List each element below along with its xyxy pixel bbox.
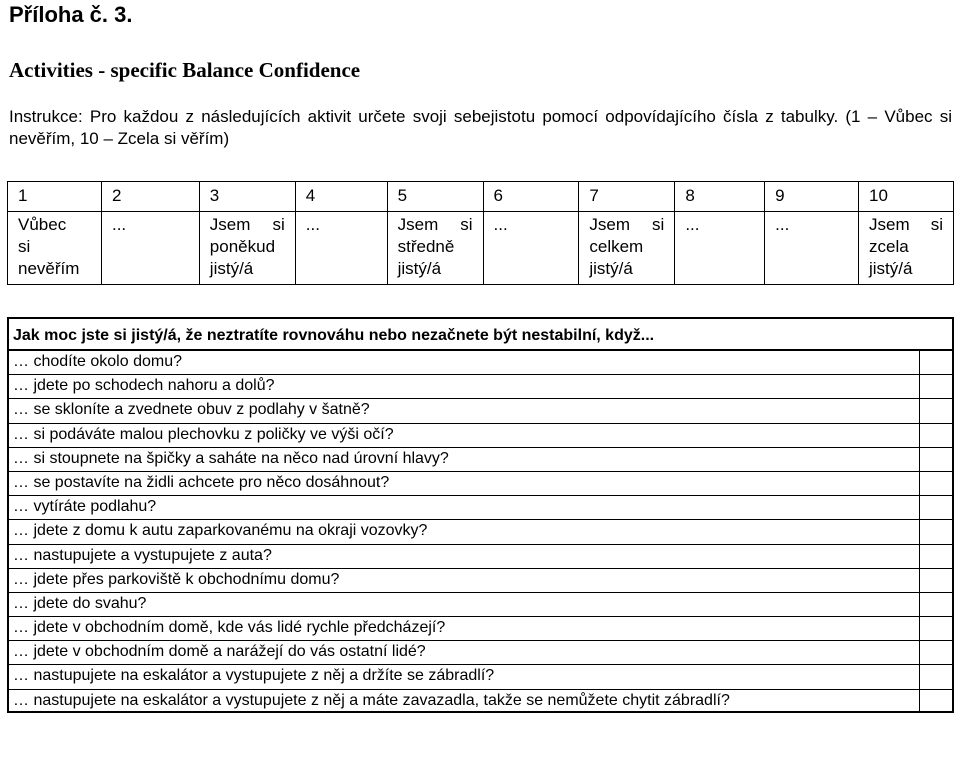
scale-label-line: Jsem si xyxy=(589,215,665,234)
answer-cell[interactable] xyxy=(920,568,954,592)
activity-question: … si stoupnete na špičky a saháte na něco nad úrovní hlavy? xyxy=(8,447,920,471)
activity-question: … jdete v obchodním domě, kde vás lidé rychle předcházejí? xyxy=(8,617,920,641)
scale-label-line: ... xyxy=(493,215,508,234)
scale-number: 10 xyxy=(859,182,954,212)
scale-number: 7 xyxy=(579,182,675,212)
activity-row xyxy=(8,689,953,712)
scale-number: 4 xyxy=(295,182,387,212)
scale-label-line: jistý/á xyxy=(397,259,442,278)
scale-label-line: ... xyxy=(775,215,790,234)
scale-label-line: Jsem si xyxy=(397,215,473,234)
answer-cell[interactable] xyxy=(920,496,954,520)
activity-row xyxy=(8,641,953,665)
activity-row xyxy=(8,423,953,447)
rating-scale-table xyxy=(7,181,954,285)
activity-question: … se skloníte a zvednete obuv z podlahy v šatně? xyxy=(8,399,920,423)
answer-cell[interactable] xyxy=(920,471,954,495)
scale-label-4 xyxy=(295,212,387,285)
answer-cell[interactable] xyxy=(920,520,954,544)
scale-label-line: Jsem si xyxy=(869,215,943,234)
activity-row xyxy=(8,496,953,520)
scale-label-line: Vůbec xyxy=(18,215,67,234)
scale-number: 6 xyxy=(483,182,579,212)
activity-question: … jdete v obchodním domě a narážejí do vás ostatní lidé? xyxy=(8,641,920,665)
activity-question: … jdete přes parkoviště k obchodnímu domu? xyxy=(8,568,920,592)
scale-label-line: ... xyxy=(685,215,700,234)
activity-row xyxy=(8,617,953,641)
scale-label-6 xyxy=(483,212,579,285)
activity-row xyxy=(8,399,953,423)
activity-question: … jdete do svahu? xyxy=(8,592,920,616)
answer-cell[interactable] xyxy=(920,592,954,616)
scale-label-line: poněkud xyxy=(209,237,276,256)
activity-question: … nastupujete na eskalátor a vystupujete z něj a máte zavazadla, takže se nemůžete chytit zábradlí? xyxy=(8,689,920,712)
scale-label-line: si xyxy=(18,237,31,256)
scale-label-2 xyxy=(101,212,199,285)
activity-row xyxy=(8,520,953,544)
answer-cell[interactable] xyxy=(920,375,954,399)
scale-number: 5 xyxy=(387,182,483,212)
activity-row xyxy=(8,592,953,616)
activity-row xyxy=(8,350,953,375)
scale-number: 9 xyxy=(765,182,859,212)
scale-label-line: ... xyxy=(111,215,127,234)
activity-question: … jdete po schodech nahoru a dolů? xyxy=(8,375,920,399)
activity-question: … chodíte okolo domu? xyxy=(8,350,920,375)
answer-cell[interactable] xyxy=(920,641,954,665)
scale-label-10 xyxy=(859,212,954,285)
activities-table-header xyxy=(8,318,953,350)
scale-label-line: jistý/á xyxy=(589,259,633,278)
activity-row xyxy=(8,447,953,471)
activity-question: … jdete z domu k autu zaparkovanému na okraji vozovky? xyxy=(8,520,920,544)
scale-label-line: ... xyxy=(305,215,320,234)
question-header: Jak moc jste si jistý/á, že neztratíte rovnováhu nebo nezačnete být nestabilní, když... xyxy=(8,318,953,350)
activity-row xyxy=(8,568,953,592)
scale-label-line: celkem xyxy=(589,237,644,256)
scale-label-9 xyxy=(765,212,859,285)
answer-cell[interactable] xyxy=(920,544,954,568)
activity-question: … nastupujete na eskalátor a vystupujete z něj a držíte se zábradlí? xyxy=(8,665,920,689)
answer-cell[interactable] xyxy=(920,665,954,689)
activity-question: … nastupujete a vystupujete z auta? xyxy=(8,544,920,568)
activity-row xyxy=(8,375,953,399)
answer-cell[interactable] xyxy=(920,423,954,447)
scale-labels-row xyxy=(8,212,954,285)
scale-label-line: jistý/á xyxy=(209,259,254,278)
scale-label-line: zcela xyxy=(869,237,909,256)
answer-cell[interactable] xyxy=(920,617,954,641)
instructions-text: Instrukce: Pro každou z následujících aktivit určete svoji sebejistotu pomocí odpovídajícího čísla z tabulky. (1 – Vůbec si nevěřím, 10 – Zcela si věřím) xyxy=(9,107,952,148)
scale-label-5 xyxy=(387,212,483,285)
questionnaire-title: Activities - specific Balance Confidence xyxy=(9,58,361,82)
answer-cell[interactable] xyxy=(920,399,954,423)
scale-numbers-row xyxy=(8,182,954,212)
scale-number: 8 xyxy=(675,182,765,212)
scale-label-line: nevěřím xyxy=(18,259,80,278)
scale-label-7 xyxy=(579,212,675,285)
scale-label-line: jistý/á xyxy=(869,259,913,278)
activity-row xyxy=(8,665,953,689)
activity-question: … si podáváte malou plechovku z poličky ve výši očí? xyxy=(8,423,920,447)
scale-number: 3 xyxy=(199,182,295,212)
activities-table xyxy=(7,317,954,713)
scale-number: 1 xyxy=(8,182,102,212)
scale-label-line: Jsem si xyxy=(209,215,285,234)
answer-cell[interactable] xyxy=(920,447,954,471)
activity-row xyxy=(8,544,953,568)
answer-cell[interactable] xyxy=(920,689,954,712)
scale-label-3 xyxy=(199,212,295,285)
activity-row xyxy=(8,471,953,495)
appendix-heading: Příloha č. 3. xyxy=(9,2,133,27)
answer-cell[interactable] xyxy=(920,350,954,375)
scale-label-1 xyxy=(8,212,102,285)
scale-label-line: středně xyxy=(397,237,455,256)
scale-number: 2 xyxy=(101,182,199,212)
activity-question: … se postavíte na židli achcete pro něco dosáhnout? xyxy=(8,471,920,495)
activity-question: … vytíráte podlahu? xyxy=(8,496,920,520)
scale-label-8 xyxy=(675,212,765,285)
